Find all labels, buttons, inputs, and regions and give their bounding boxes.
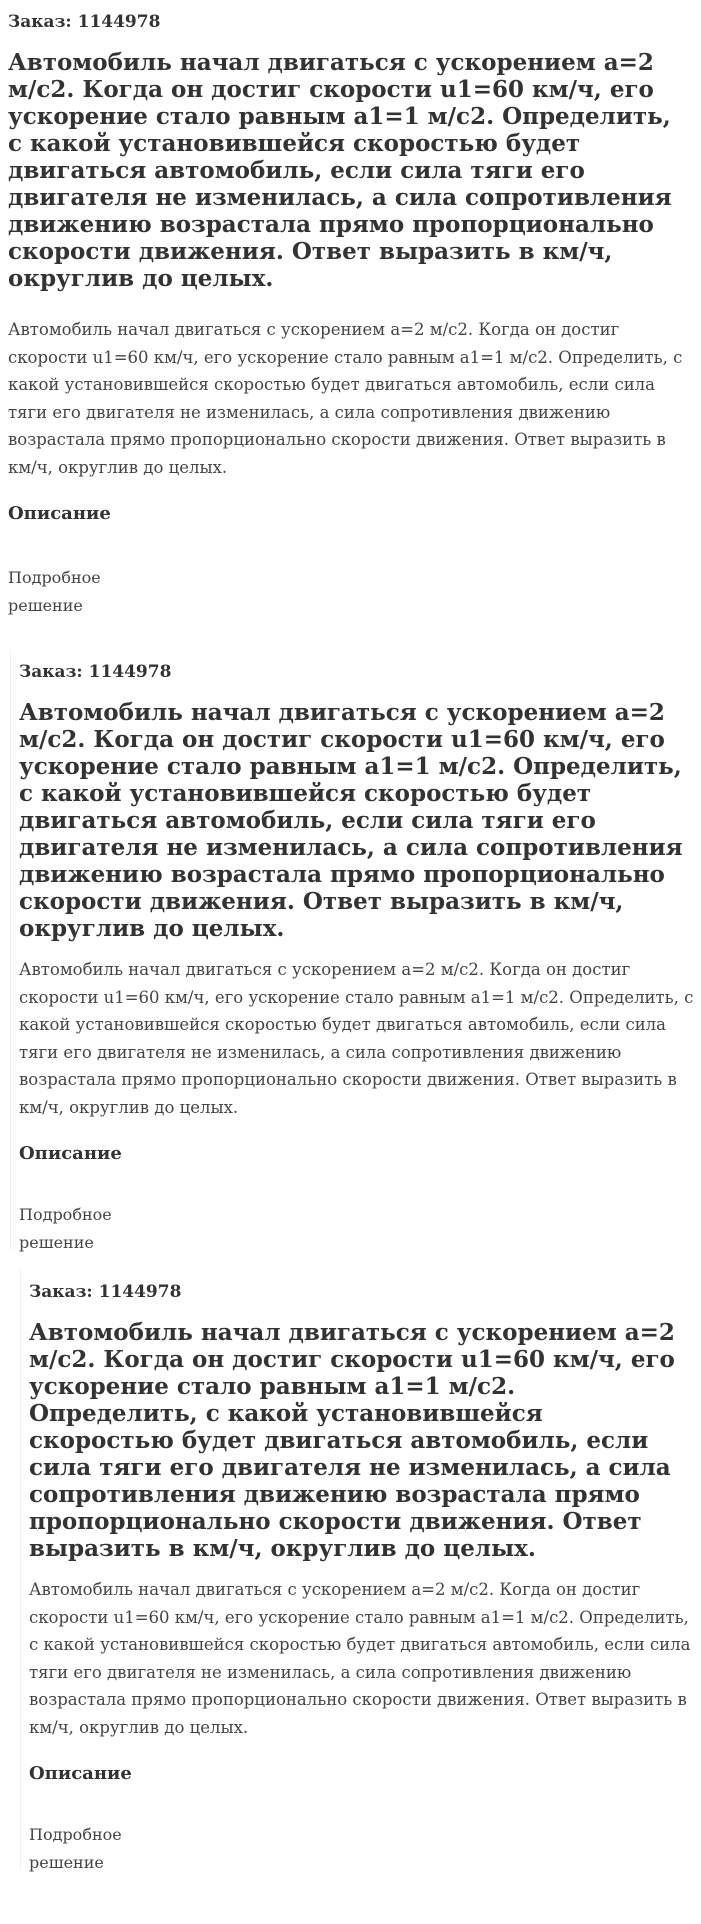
problem-title: Автомобиль начал двигаться с ускорением a=2 м/с2. Когда он достиг скорости u1=60 км/ч, его ускорение стало равным a1=1 м/с2. Определить, с какой установившейся скоростью будет двигаться автомобиль, если сила тяги его двигателя не изменилась, а сила сопротивления движению возрастала прямо пропорционально скорости движения. Ответ выразить в км/ч, округлив до целых.	[29, 1319, 675, 1562]
description-heading: Описание	[19, 1143, 122, 1164]
order-number: Заказ: 1144978	[29, 1282, 182, 1302]
description-heading: Описание	[29, 1763, 132, 1784]
problem-title: Автомобиль начал двигаться с ускорением a=2 м/с2. Когда он достиг скорости u1=60 км/ч, его ускорение стало равным a1=1 м/с2. Определить, с какой установившейся скоростью будет двигаться автомобиль, если сила тяги его двигателя не изменилась, а сила сопротивления движению возрастала прямо пропорционально скорости движения. Ответ выразить в км/ч, округлив до целых.	[8, 49, 672, 292]
order-number: Заказ: 1144978	[8, 12, 161, 32]
order-card-2	[10, 650, 701, 1250]
order-card-1	[0, 0, 701, 620]
problem-title: Автомобиль начал двигаться с ускорением a=2 м/с2. Когда он достиг скорости u1=60 км/ч, его ускорение стало равным a1=1 м/с2. Определить, с какой установившейся скоростью будет двигаться автомобиль, если сила тяги его двигателя не изменилась, а сила сопротивления движению возрастала прямо пропорционально скорости движения. Ответ выразить в км/ч, округлив до целых.	[19, 699, 683, 942]
description-heading: Описание	[8, 503, 111, 524]
problem-text: Автомобиль начал двигаться с ускорением a=2 м/с2. Когда он достиг скорости u1=60 км/ч, его ускорение стало равным a1=1 м/с2. Определить, с какой установившейся скоростью будет двигаться автомобиль, если сила тяги его двигателя не изменилась, а сила сопротивления движению возрастала прямо пропорционально скорости движения. Ответ выразить в км/ч, округлив до целых.	[19, 960, 694, 1117]
problem-text: Автомобиль начал двигаться с ускорением a=2 м/с2. Когда он достиг скорости u1=60 км/ч, его ускорение стало равным a1=1 м/с2. Определить, с какой установившейся скоростью будет двигаться автомобиль, если сила тяги его двигателя не изменилась, а сила сопротивления движению возрастала прямо пропорционально скорости движения. Ответ выразить в км/ч, округлив до целых.	[29, 1580, 691, 1737]
order-number: Заказ: 1144978	[19, 662, 172, 682]
problem-text: Автомобиль начал двигаться с ускорением a=2 м/с2. Когда он достиг скорости u1=60 км/ч, его ускорение стало равным a1=1 м/с2. Определить, с какой установившейся скоростью будет двигаться автомобиль, если сила тяги его двигателя не изменилась, а сила сопротивления движению возрастала прямо пропорционально скорости движения. Ответ выразить в км/ч, округлив до целых.	[8, 320, 683, 477]
detailed-solution-link[interactable]: Подробное решение	[19, 1205, 112, 1252]
order-card-3	[20, 1270, 701, 1870]
detailed-solution-link[interactable]: Подробное решение	[29, 1825, 122, 1872]
detailed-solution-link[interactable]: Подробное решение	[8, 568, 101, 615]
